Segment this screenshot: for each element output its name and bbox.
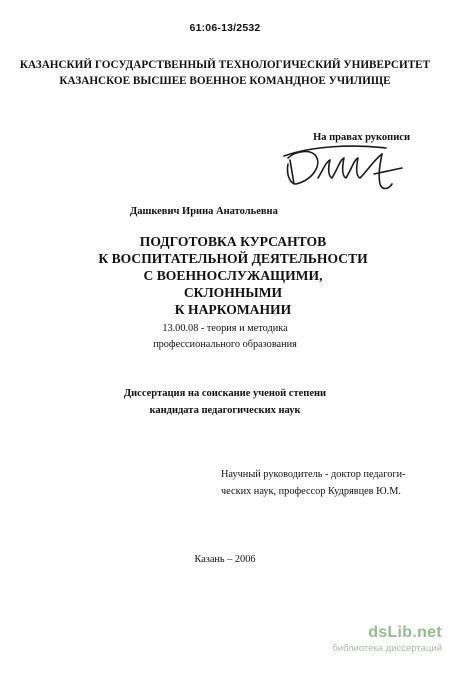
title-line: ПОДГОТОВКА КУРСАНТОВ bbox=[139, 234, 327, 249]
rights-note: На правах рукописи bbox=[313, 132, 410, 143]
degree-block bbox=[0, 385, 450, 419]
title-line: К ВОСПИТАТЕЛЬНОЙ ДЕЯТЕЛЬНОСТИ bbox=[98, 251, 368, 266]
degree-line: кандидата педагогических наук bbox=[149, 405, 301, 416]
specialty-code: 13.00.08 - теория и методика bbox=[162, 323, 288, 334]
author-name: Дашкевич Ирина Анатольевна bbox=[130, 206, 278, 217]
city-year: Казань – 2006 bbox=[194, 554, 256, 565]
specialty-name: профессионального образования bbox=[153, 339, 297, 350]
specialty-block bbox=[0, 321, 450, 353]
supervisor-line: ческих наук, профессор Кудрявцев Ю.М. bbox=[221, 486, 401, 497]
title-line: С ВОЕННОСЛУЖАЩИМИ, СКЛОННЫМИ bbox=[143, 268, 323, 300]
watermark bbox=[260, 624, 442, 655]
university-block bbox=[0, 57, 450, 89]
title-line: К НАРКОМАНИИ bbox=[174, 302, 292, 317]
college-name: КАЗАНСКОЕ ВЫСШЕЕ ВОЕННОЕ КОМАНДНОЕ УЧИЛИЩЕ bbox=[59, 75, 391, 87]
dissertation-title bbox=[98, 233, 368, 318]
supervisor-block bbox=[221, 466, 431, 500]
watermark-logo: dsLib.net bbox=[368, 624, 442, 641]
university-name: КАЗАНСКИЙ ГОСУДАРСТВЕННЫЙ ТЕХНОЛОГИЧЕСКИЙ УНИВЕРСИТЕТ bbox=[19, 59, 431, 71]
watermark-subtitle: библиотека диссертаций bbox=[332, 643, 442, 654]
degree-line: Диссертация на соискание ученой степени bbox=[123, 388, 327, 399]
signature-image bbox=[282, 138, 422, 198]
supervisor-line: Научный руководитель - доктор педагоги- bbox=[221, 469, 406, 480]
document-code: 61:06-13/2532 bbox=[189, 22, 261, 34]
